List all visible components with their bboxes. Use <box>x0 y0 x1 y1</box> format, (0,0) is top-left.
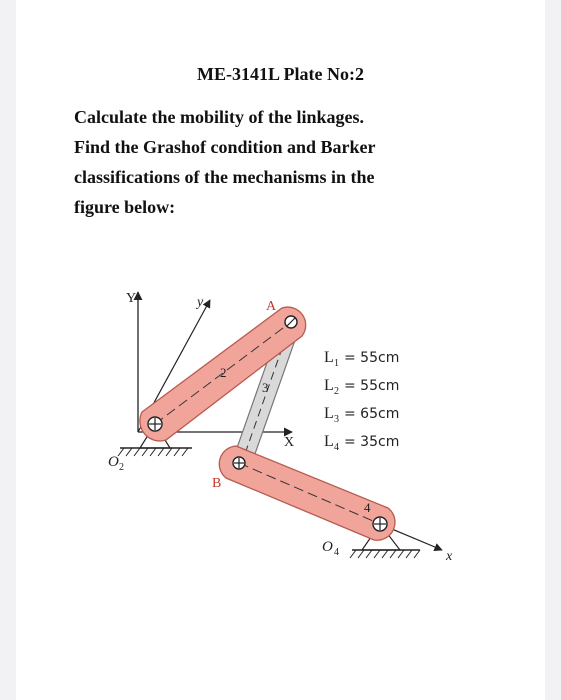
length-value: = 65cm <box>344 406 400 422</box>
link-number-4: 4 <box>364 500 371 515</box>
length-L3 <box>324 405 399 425</box>
label-y: y <box>197 295 204 310</box>
length-name: L <box>324 405 334 422</box>
question-line: Calculate the mobility of the linkages. <box>74 107 364 127</box>
link-number-3: 3 <box>262 380 269 395</box>
link-4 <box>219 446 395 540</box>
length-value: = 55cm <box>344 350 400 366</box>
label-Y: Y <box>126 291 137 306</box>
length-sub: 4 <box>334 442 339 453</box>
length-value: = 35cm <box>344 434 400 450</box>
length-L4 <box>324 433 399 453</box>
length-L1 <box>324 349 399 369</box>
label-O2-sub: 2 <box>119 462 124 473</box>
length-value: = 55cm <box>344 378 400 394</box>
length-list <box>324 349 399 453</box>
label-O4-main: O <box>322 539 333 555</box>
length-sub: 2 <box>334 386 339 397</box>
label-O4 <box>322 539 339 558</box>
pin-b <box>233 457 245 469</box>
length-sub: 1 <box>334 358 339 369</box>
plate-title: ME-3141L Plate No:2 <box>197 64 364 84</box>
length-name: L <box>324 433 334 450</box>
label-A: A <box>266 299 277 314</box>
question-line: classifications of the mechanisms in the <box>74 167 375 187</box>
label-B: B <box>212 476 222 491</box>
length-name: L <box>324 377 334 394</box>
pin-o4 <box>373 517 387 531</box>
length-name: L <box>324 349 334 366</box>
length-L2 <box>324 377 399 397</box>
link-number-2: 2 <box>220 365 227 380</box>
label-X: X <box>284 435 295 450</box>
label-O2-main: O <box>108 454 119 470</box>
label-x: x <box>446 549 453 564</box>
question-line: Find the Grashof condition and Barker <box>74 137 376 157</box>
label-O4-sub: 4 <box>334 547 339 558</box>
question-line: figure below: <box>74 197 176 217</box>
length-sub: 3 <box>334 414 339 425</box>
pin-o2 <box>148 417 162 431</box>
pin-a <box>285 316 297 328</box>
label-O2 <box>108 454 124 473</box>
